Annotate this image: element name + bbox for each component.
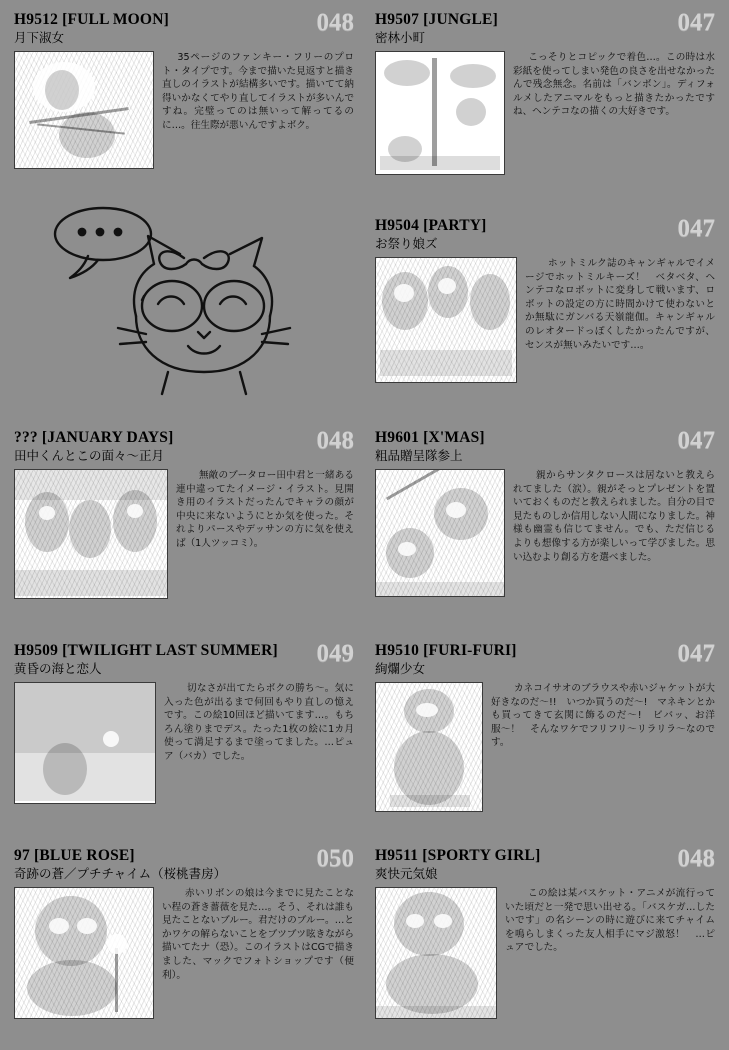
entry-h9601 xyxy=(375,427,715,597)
entry-caption: 無敵のブータロー田中君と一緒ある連中違ってたイメージ・イラスト。見開き用のイラストだったんでキャラの顔が中央に来ないようにとか気を使った。それよりパースやデッサンの方に気を使えば（1人ツッコミ）。 xyxy=(176,470,354,550)
illustration-art xyxy=(376,683,482,811)
entry-title-jp: 絢爛少女 xyxy=(375,660,426,676)
illustration-art xyxy=(15,470,167,598)
entry-header xyxy=(375,640,715,676)
entry-thumbnail xyxy=(14,887,154,1019)
entry-caption: こっそりとコピックで着色…。この時は水彩紙を使ってしまい発色の良さを出せなかったんで残念無念。名前は「バンボン」。ディフォルメしたアニマルをもっと描きたかったですね、ヘンテコなの描くの大好きです。 xyxy=(513,52,715,118)
entry-title-en: 97 [BLUE ROSE] xyxy=(14,847,135,864)
entry-title-en: ??? [JANUARY DAYS] xyxy=(14,429,174,446)
illustration-art xyxy=(15,888,153,1018)
entry-thumbnail xyxy=(375,257,517,383)
entry-title-jp: お祭り娘ズ xyxy=(375,235,438,251)
entry-h9507 xyxy=(375,9,715,175)
entry-page-number: 047 xyxy=(677,9,715,36)
entry-body xyxy=(375,682,715,812)
entry-title-jp: 月下淑女 xyxy=(14,29,65,45)
entry-title-jp: 粗品贈呈隊参上 xyxy=(375,447,463,463)
title-block xyxy=(375,218,672,250)
entry-january-days xyxy=(14,427,354,599)
entry-caption: ホットミルク誌のキャンギャルでイメージでホットミルキーズ！ ベタベタ、ヘンテコなロボットに変身して戦います、ロボットの設定の方に時間かけて使わないとか無駄にガンバる天嶺龍伽。キャンギャルのレオタードっぽくしたかったんですが、センスが無いみたいです…。 xyxy=(525,258,715,351)
entry-body xyxy=(375,469,715,597)
illustration-art xyxy=(376,888,496,1018)
title-block xyxy=(14,430,311,462)
entry-header xyxy=(14,427,354,463)
entry-header xyxy=(14,9,354,45)
entry-h9504 xyxy=(375,215,715,383)
entry-h9511 xyxy=(375,845,715,1019)
entry-caption: カネコイサオのブラウスや赤いジャケットが大好きなのだ〜!! いつか買うのだ〜! マネキンとかも買ってきて玄関に飾るのだ〜! ビバッ、お洋服〜！ そんなワケでフリフリ〜リラリラ〜なのです。 xyxy=(491,683,715,749)
title-block xyxy=(14,643,311,675)
entry-title-en: H9510 [FURI-FURI] xyxy=(375,642,517,659)
illustration-art xyxy=(376,470,504,596)
entry-page-number: 047 xyxy=(677,215,715,242)
entry-title-jp: 奇跡の蒼／プチチャイム（桜桃書房） xyxy=(14,865,227,881)
illustration-art xyxy=(15,52,153,168)
entry-thumbnail xyxy=(375,469,505,597)
entry-blue-rose xyxy=(14,845,354,1019)
entry-title-jp: 田中くんとこの面々〜正月 xyxy=(14,447,165,463)
entry-header xyxy=(375,9,715,45)
entry-thumbnail xyxy=(14,682,156,804)
illustration-art xyxy=(376,258,516,382)
title-block xyxy=(14,848,311,880)
illustration-art xyxy=(15,683,155,803)
entry-body xyxy=(375,887,715,1019)
entry-title-en: H9504 [PARTY] xyxy=(375,217,487,234)
entry-thumbnail xyxy=(375,51,505,175)
entry-caption: 赤いリボンの娘は今までに見たことない程の蒼き薔薇を見た…。そう、それは誰も見たことないブルー。君だけのブルー。…とかワケの解らないことをブツブツ呟きながら描いてたナ（恐）。このイラストはCGで描きました、マックでフォトショップです（便利）。 xyxy=(162,888,354,981)
entry-header xyxy=(375,427,715,463)
entry-h9509 xyxy=(14,640,354,804)
entry-body xyxy=(375,257,715,383)
entry-caption: この絵は某バスケット・アニメが流行っていた頃だと一発で思い出せる。「バスケガ…したいです」の名シーンの時に遊びに来てチャイムを鳴らしまくった友人相手にマジ激怒！ …ピュアでした。 xyxy=(505,888,715,954)
entry-page-number: 050 xyxy=(316,845,354,872)
title-block xyxy=(375,430,672,462)
entry-page-number: 048 xyxy=(316,9,354,36)
entry-thumbnail xyxy=(14,469,168,599)
entry-thumbnail xyxy=(14,51,154,169)
entry-title-jp: 爽快元気娘 xyxy=(375,865,438,881)
entry-body xyxy=(14,469,354,599)
entry-caption: 35ページのファンキー・フリーのプロト・タイプです。今まで描いた見返すと描き直しのイラストが結構多いです。描いてて納得いかなくてやり直してイラストが多いんですね。完璧ってのは無いって解ってるのに…。往生際が悪いんですよボク。 xyxy=(162,52,354,132)
entry-header xyxy=(14,640,354,676)
hand-drawn-cat-doodle xyxy=(18,196,348,401)
entry-page-number: 047 xyxy=(677,640,715,667)
entry-page-number: 049 xyxy=(316,640,354,667)
entry-title-en: H9512 [FULL MOON] xyxy=(14,11,169,28)
entry-h9512 xyxy=(14,9,354,169)
entry-h9510 xyxy=(375,640,715,812)
entry-title-en: H9511 [SPORTY GIRL] xyxy=(375,847,541,864)
entry-thumbnail xyxy=(375,887,497,1019)
entry-header xyxy=(375,215,715,251)
entry-caption: 親からサンタクロースは居ないと教えられてました（涙）。親がそっとプレゼントを置いておくものだと教えられました。自分の目で見たものしか信用しない人間になりました。神様も幽霊も信じてません。でも、ただ信じるよりも想像する方が楽しいって学びました。思い込むより創る方を選べました。 xyxy=(513,470,715,563)
entry-title-en: H9601 [X'MAS] xyxy=(375,429,485,446)
entry-body xyxy=(14,682,354,804)
entry-page-number: 048 xyxy=(316,427,354,454)
entry-title-jp: 密林小町 xyxy=(375,29,426,45)
entry-caption: 切なさが出てたらボクの勝ち〜。気に入った色が出るまで何回もやり直しの憶えです。この絵10回ほど描いてます…。もちろん塗りまでデス。たった1枚の絵に1カ月使って満足するまで塗ってました。…ピュア（バカ）でした。 xyxy=(164,683,354,763)
entry-body xyxy=(375,51,715,175)
entry-thumbnail xyxy=(375,682,483,812)
illustration-art xyxy=(376,52,504,174)
entry-page-number: 047 xyxy=(677,427,715,454)
entry-title-jp: 黄昏の海と恋人 xyxy=(14,660,102,676)
entry-body xyxy=(14,51,354,169)
title-block xyxy=(375,643,672,675)
entry-body xyxy=(14,887,354,1019)
entry-title-en: H9509 [TWILIGHT LAST SUMMER] xyxy=(14,642,278,659)
title-block xyxy=(375,848,672,880)
entry-title-en: H9507 [JUNGLE] xyxy=(375,11,498,28)
title-block xyxy=(14,12,311,44)
entry-header xyxy=(375,845,715,881)
title-block xyxy=(375,12,672,44)
entry-header xyxy=(14,845,354,881)
entry-page-number: 048 xyxy=(677,845,715,872)
